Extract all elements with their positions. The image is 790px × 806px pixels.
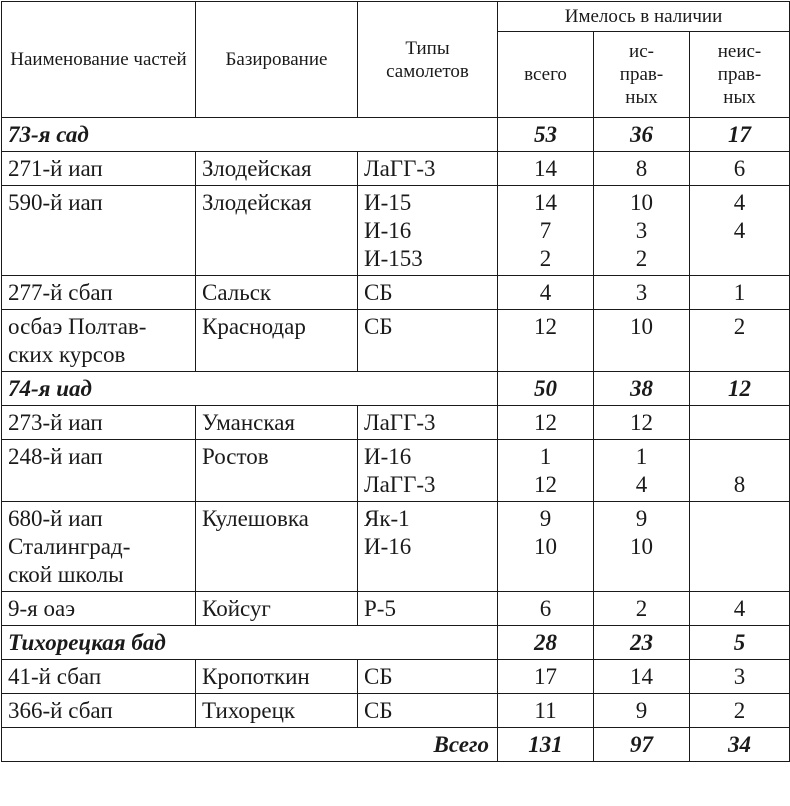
unit-name: 41-й сбап xyxy=(2,660,196,694)
total-row xyxy=(2,728,790,762)
header-total: всего xyxy=(498,32,594,118)
count-serviceable: 8 xyxy=(594,152,690,186)
header-unit-name: Наименование частей xyxy=(2,2,196,118)
unit-base: Ростов xyxy=(196,440,358,502)
table-row xyxy=(2,152,790,186)
header-available: Имелось в наличии xyxy=(498,2,790,32)
group-name: 73-я сад xyxy=(2,118,498,152)
count-total: 6 xyxy=(498,592,594,626)
total-label: Всего xyxy=(2,728,498,762)
count-serviceable: 3 xyxy=(594,276,690,310)
unit-base: Койсуг xyxy=(196,592,358,626)
count-serviceable: 14 xyxy=(594,660,690,694)
unit-base: Краснодар xyxy=(196,310,358,372)
unit-base: Кропоткин xyxy=(196,660,358,694)
count-unserviceable xyxy=(690,406,790,440)
unit-base: Сальск xyxy=(196,276,358,310)
table-row xyxy=(2,694,790,728)
aircraft-types: ЛаГГ-3 xyxy=(358,406,498,440)
count-unserviceable: 2 xyxy=(690,310,790,372)
unit-name: 271-й иап xyxy=(2,152,196,186)
group-row xyxy=(2,372,790,406)
count-serviceable: 36 xyxy=(594,118,690,152)
aircraft-types: И-15 И-16 И-153 xyxy=(358,186,498,276)
count-unserviceable: 3 xyxy=(690,660,790,694)
aircraft-types: ЛаГГ-3 xyxy=(358,152,498,186)
table-row xyxy=(2,186,790,276)
count-total: 14 xyxy=(498,152,594,186)
count-serviceable: 12 xyxy=(594,406,690,440)
count-total: 11 xyxy=(498,694,594,728)
unit-name: 680-й иап Сталинград- ской школы xyxy=(2,502,196,592)
count-serviceable: 38 xyxy=(594,372,690,406)
count-serviceable: 10 xyxy=(594,310,690,372)
count-total: 17 xyxy=(498,660,594,694)
table-row xyxy=(2,406,790,440)
count-total: 9 10 xyxy=(498,502,594,592)
table-row xyxy=(2,592,790,626)
count-total: 4 xyxy=(498,276,594,310)
count-total: 53 xyxy=(498,118,594,152)
count-total: 12 xyxy=(498,406,594,440)
count-serviceable: 10 3 2 xyxy=(594,186,690,276)
header-aircraft-types: Типы самолетов xyxy=(358,2,498,118)
count-serviceable: 1 4 xyxy=(594,440,690,502)
count-unserviceable: 4 xyxy=(690,592,790,626)
count-unserviceable: 12 xyxy=(690,372,790,406)
aircraft-types: СБ xyxy=(358,310,498,372)
count-unserviceable: 5 xyxy=(690,626,790,660)
aircraft-types: Р-5 xyxy=(358,592,498,626)
count-unserviceable: 8 xyxy=(690,440,790,502)
header-unserviceable: неис- прав- ных xyxy=(690,32,790,118)
count-unserviceable xyxy=(690,502,790,592)
group-row xyxy=(2,118,790,152)
table-row xyxy=(2,276,790,310)
count-unserviceable: 17 xyxy=(690,118,790,152)
aircraft-types: И-16 ЛаГГ-3 xyxy=(358,440,498,502)
aircraft-types: СБ xyxy=(358,276,498,310)
unit-name: 273-й иап xyxy=(2,406,196,440)
unit-base: Злодейская xyxy=(196,186,358,276)
unit-base: Уманская xyxy=(196,406,358,440)
table-row xyxy=(2,660,790,694)
count-serviceable: 97 xyxy=(594,728,690,762)
unit-name: 9-я оаэ xyxy=(2,592,196,626)
count-unserviceable: 1 xyxy=(690,276,790,310)
count-unserviceable: 6 xyxy=(690,152,790,186)
count-serviceable: 9 10 xyxy=(594,502,690,592)
unit-name: 366-й сбап xyxy=(2,694,196,728)
aircraft-availability-table xyxy=(1,1,790,762)
unit-name: 590-й иап xyxy=(2,186,196,276)
aircraft-types: СБ xyxy=(358,660,498,694)
unit-name: 248-й иап xyxy=(2,440,196,502)
table-row xyxy=(2,440,790,502)
count-total: 14 7 2 xyxy=(498,186,594,276)
aircraft-types: СБ xyxy=(358,694,498,728)
count-unserviceable: 2 xyxy=(690,694,790,728)
count-serviceable: 23 xyxy=(594,626,690,660)
count-unserviceable: 34 xyxy=(690,728,790,762)
aircraft-types: Як-1 И-16 xyxy=(358,502,498,592)
count-serviceable: 2 xyxy=(594,592,690,626)
header-base: Базирование xyxy=(196,2,358,118)
count-total: 12 xyxy=(498,310,594,372)
unit-base: Тихорецк xyxy=(196,694,358,728)
table-body xyxy=(2,118,790,762)
count-total: 131 xyxy=(498,728,594,762)
group-name: 74-я иад xyxy=(2,372,498,406)
group-name: Тихорецкая бад xyxy=(2,626,498,660)
table-row xyxy=(2,310,790,372)
group-row xyxy=(2,626,790,660)
unit-base: Кулешовка xyxy=(196,502,358,592)
count-total: 50 xyxy=(498,372,594,406)
table-row xyxy=(2,502,790,592)
count-total: 28 xyxy=(498,626,594,660)
unit-name: осбаэ Полтав- ских курсов xyxy=(2,310,196,372)
unit-base: Злодейская xyxy=(196,152,358,186)
unit-name: 277-й сбап xyxy=(2,276,196,310)
count-serviceable: 9 xyxy=(594,694,690,728)
count-unserviceable: 4 4 xyxy=(690,186,790,276)
count-total: 1 12 xyxy=(498,440,594,502)
header-serviceable: ис- прав- ных xyxy=(594,32,690,118)
